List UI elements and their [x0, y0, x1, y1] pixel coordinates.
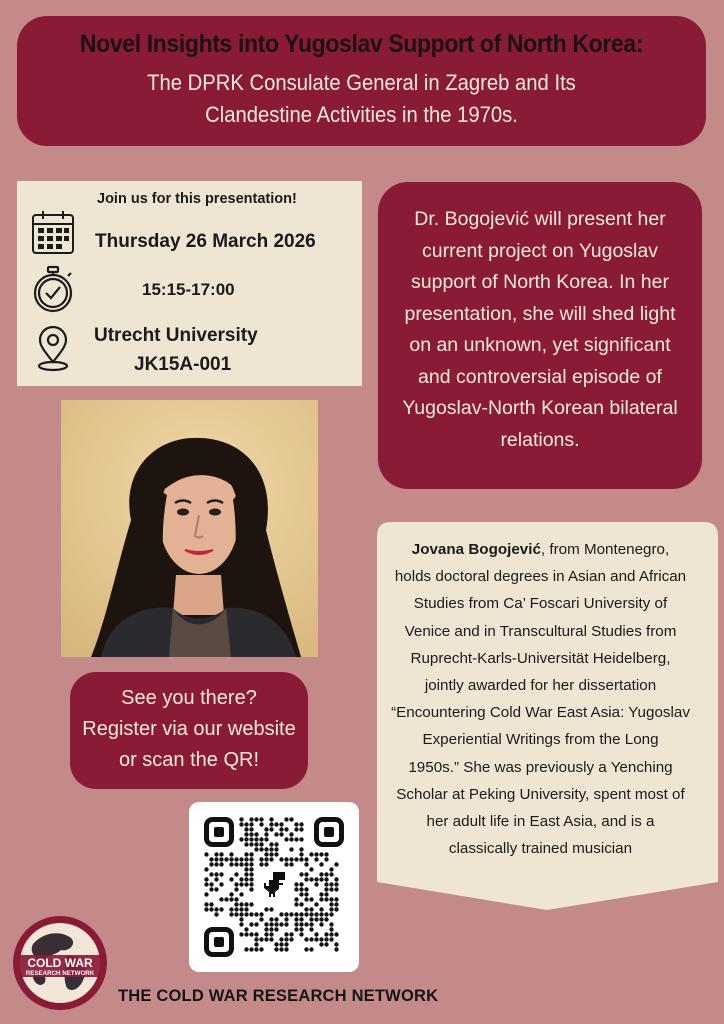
subtitle-line-1: The DPRK Consulate General in Zagreb and Its [147, 70, 576, 95]
event-room: JK15A-001 [134, 354, 232, 375]
event-title: Novel Insights into Yugoslav Support of North Korea: [79, 30, 644, 58]
talk-description [378, 182, 702, 489]
bio-line: Studies from Ca’ Foscari University of [413, 595, 668, 613]
cold-war-research-network-logo [11, 914, 109, 1012]
cta-line-2: Register via our website [82, 718, 296, 740]
bio-line: Experiential Writings from the Long [422, 731, 659, 749]
bio-line: Scholar at Peking University, spent most of [396, 785, 685, 803]
description-line: Dr. Bogojević will present her [414, 208, 666, 230]
bio-line: “Encountering Cold War East Asia: Yugoslav [391, 704, 690, 722]
description-line: Yugoslav-North Korean bilateral [402, 397, 678, 419]
description-line: presentation, she will shed light [404, 302, 676, 325]
description-line: on an unknown, yet significant [409, 334, 671, 356]
bio-line: Venice and in Transcultural Studies from [404, 622, 677, 640]
event-subtitle [45, 67, 679, 131]
bio-line: classically trained musician [448, 840, 633, 858]
network-name: THE COLD WAR RESEARCH NETWORK [118, 987, 439, 1005]
bio-line: holds doctoral degrees in Asian and African [394, 568, 687, 586]
title-banner [17, 16, 706, 146]
cta-line-1: See you there? [121, 687, 257, 709]
registration-qr-code[interactable] [189, 802, 359, 972]
description-line: relations. [500, 428, 580, 451]
description-line: current project on Yugoslav [422, 239, 658, 262]
invite-text: Join us for this presentation! [97, 191, 297, 207]
description-line: and controversial episode of [418, 365, 662, 388]
cta-line-3: or scan the QR! [118, 749, 260, 771]
speaker-bio [384, 536, 697, 862]
qr-code-icon [189, 802, 359, 972]
subtitle-line-2: Clandestine Activities in the 1970s. [205, 102, 518, 127]
event-date: Thursday 26 March 2026 [95, 231, 316, 252]
register-callout [70, 672, 308, 789]
bio-line: 1950s.” She was previously a Yenching [408, 758, 673, 776]
bio-line: Jovana Bogojević, from Montenegro, [411, 541, 670, 558]
event-info-panel [17, 181, 362, 386]
calendar-icon [31, 209, 75, 255]
speaker-name: Jovana Bogojević [411, 541, 541, 558]
description-line: support of North Korea. In her [411, 271, 669, 293]
bio-line: jointly awarded for her dissertation [424, 677, 657, 695]
bio-line: Ruprecht-Karls-Universität Heidelberg, [410, 649, 671, 667]
location-pin-icon [35, 326, 71, 372]
event-venue: Utrecht University [94, 325, 258, 346]
speaker-photo [61, 400, 318, 657]
bio-line: her adult life in East Asia, and is a [426, 813, 655, 831]
stopwatch-icon [31, 265, 75, 315]
logo-text-cold-war: COLD WAR [27, 956, 93, 970]
event-time: 15:15-17:00 [142, 280, 235, 299]
logo-text-research-network: RESEARCH NETWORK [25, 970, 95, 977]
